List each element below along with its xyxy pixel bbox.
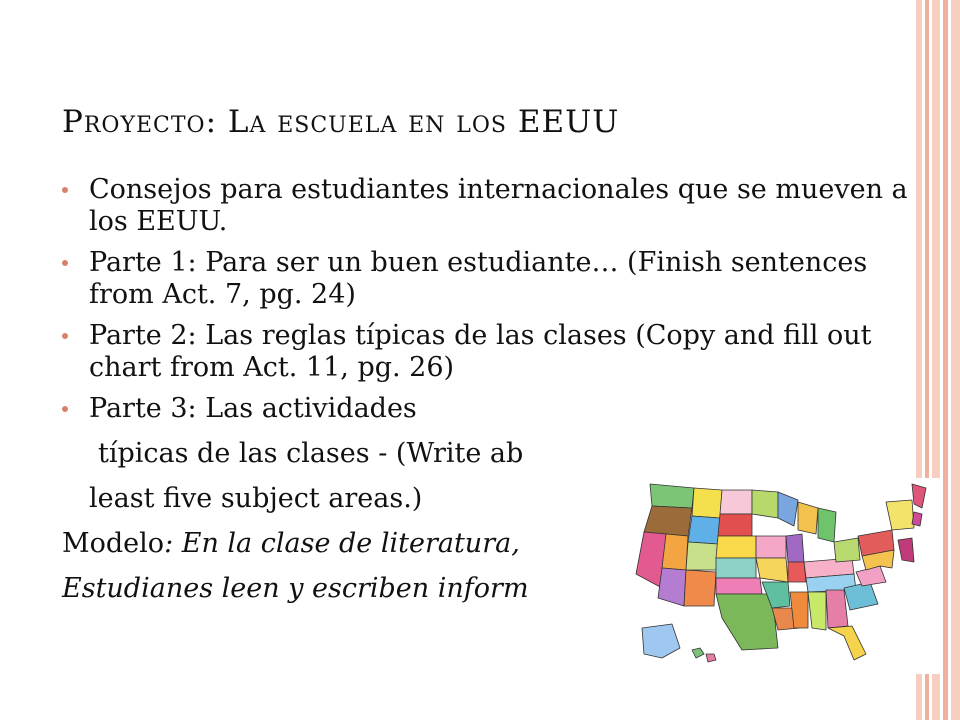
bullet-text: Parte 2: Las reglas típicas de las clases (Copy and fill out chart from Act. 11, pg. 26)	[89, 320, 872, 383]
map-state	[834, 538, 860, 562]
bullet-item	[62, 393, 912, 425]
bullet-item	[62, 174, 912, 238]
modelo-text: : En la clase de literatura,	[164, 528, 520, 559]
map-state	[756, 558, 788, 582]
stripe	[951, 0, 960, 720]
map-state	[716, 578, 762, 594]
bullet-item	[62, 320, 912, 384]
map-state	[826, 590, 848, 628]
map-state	[650, 484, 694, 508]
bullet-icon	[62, 333, 68, 339]
map-state	[716, 536, 756, 558]
map-state	[818, 508, 836, 542]
bullet-icon	[62, 187, 68, 193]
map-state	[720, 490, 752, 514]
map-state	[718, 514, 752, 536]
modelo-last-line: Estudianes leen y escriben inform	[62, 573, 529, 604]
map-state	[684, 570, 716, 606]
bullet-item	[62, 247, 912, 311]
map-state	[644, 506, 692, 536]
bullet-list	[62, 174, 912, 425]
map-state	[662, 534, 688, 570]
bullet-icon	[62, 406, 68, 412]
map-state	[756, 536, 786, 558]
map-state	[798, 502, 818, 534]
map-state	[912, 512, 922, 526]
continuation-line: least five subject areas.)	[89, 483, 423, 514]
map-state	[686, 542, 718, 570]
slide-title: Proyecto: La escuela en los EEUU	[62, 104, 620, 140]
bullet-icon	[62, 260, 68, 266]
continuation-line: típicas de las clases - (Write ab	[98, 438, 524, 469]
stripe	[943, 0, 948, 720]
map-state	[688, 516, 720, 544]
modelo-label: Modelo	[62, 528, 165, 559]
map-state	[788, 562, 806, 582]
map-state	[716, 558, 756, 578]
bullet-text: Consejos para estudiantes internacionales que se mueven a los EEUU.	[89, 174, 908, 237]
usa-map-image	[622, 478, 940, 674]
map-state	[752, 490, 778, 518]
map-state	[692, 488, 722, 518]
map-state	[786, 534, 804, 562]
bullet-text: Parte 1: Para ser un buen estudiante… (Finish sentences from Act. 7, pg. 24)	[89, 247, 868, 310]
bullet-text: Parte 3: Las actividades	[89, 393, 417, 424]
